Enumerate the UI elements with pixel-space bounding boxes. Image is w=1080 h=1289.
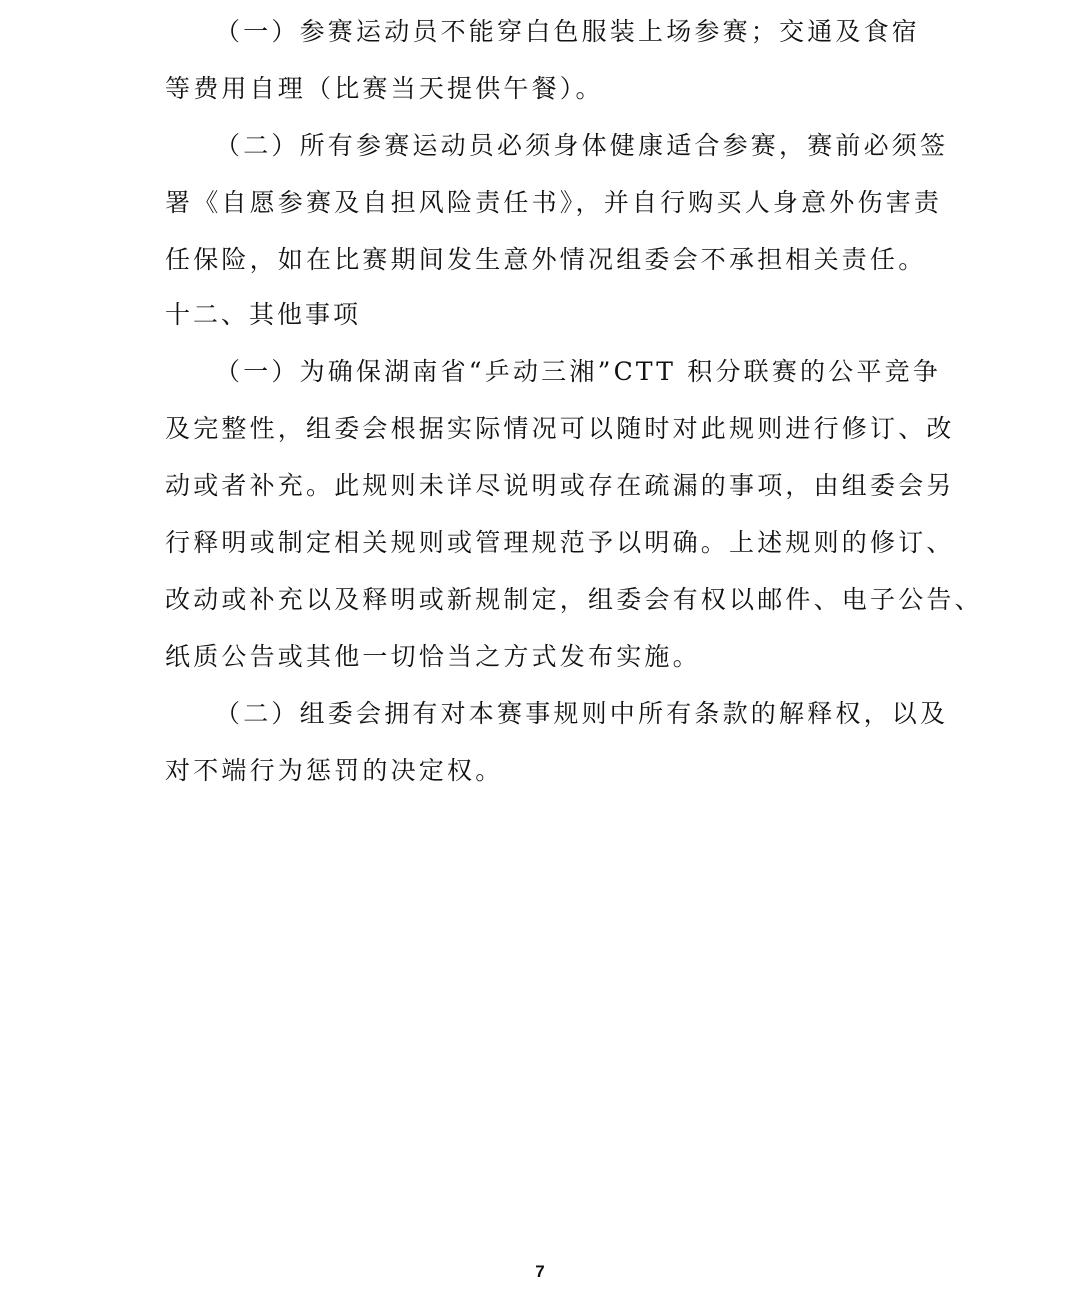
paragraph-1-line-1: （一）参赛运动员不能穿白色服装上场参赛；交通及食宿 [215,17,921,46]
paragraph-4-line-1: （二）组委会拥有对本赛事规则中所有条款的解释权，以及 [215,699,949,728]
page-number: 7 [535,1262,545,1281]
paragraph-1-line-2: 等费用自理（比赛当天提供午餐）。 [165,74,604,103]
paragraph-4-line-2: 对不端行为惩罚的决定权。 [165,756,504,785]
paragraph-2-line-1: （二）所有参赛运动员必须身体健康适合参赛，赛前必须签 [215,131,949,160]
paragraph-2-line-3: 任保险，如在比赛期间发生意外情况组委会不承担相关责任。 [165,245,927,274]
paragraph-2-line-2: 署《自愿参赛及自担风险责任书》，并自行购买人身意外伤害责 [165,188,943,217]
paragraph-3-line-3: 动或者补充。此规则未详尽说明或存在疏漏的事项，由组委会另 [165,471,955,500]
paragraph-3-line-6: 纸质公告或其他一切恰当之方式发布实施。 [165,642,701,671]
section-heading: 十二、其他事项 [165,300,362,329]
paragraph-3-line-4: 行释明或制定相关规则或管理规范予以明确。上述规则的修订、 [165,528,955,557]
paragraph-3-line-5: 改动或补充以及释明或新规制定，组委会有权以邮件、电子公告、 [165,585,983,614]
paragraph-3-line-2: 及完整性，组委会根据实际情况可以随时对此规则进行修订、改 [165,414,955,443]
paragraph-3-line-1: （一）为确保湖南省“乒动三湘”CTT 积分联赛的公平竞争 [215,357,942,386]
